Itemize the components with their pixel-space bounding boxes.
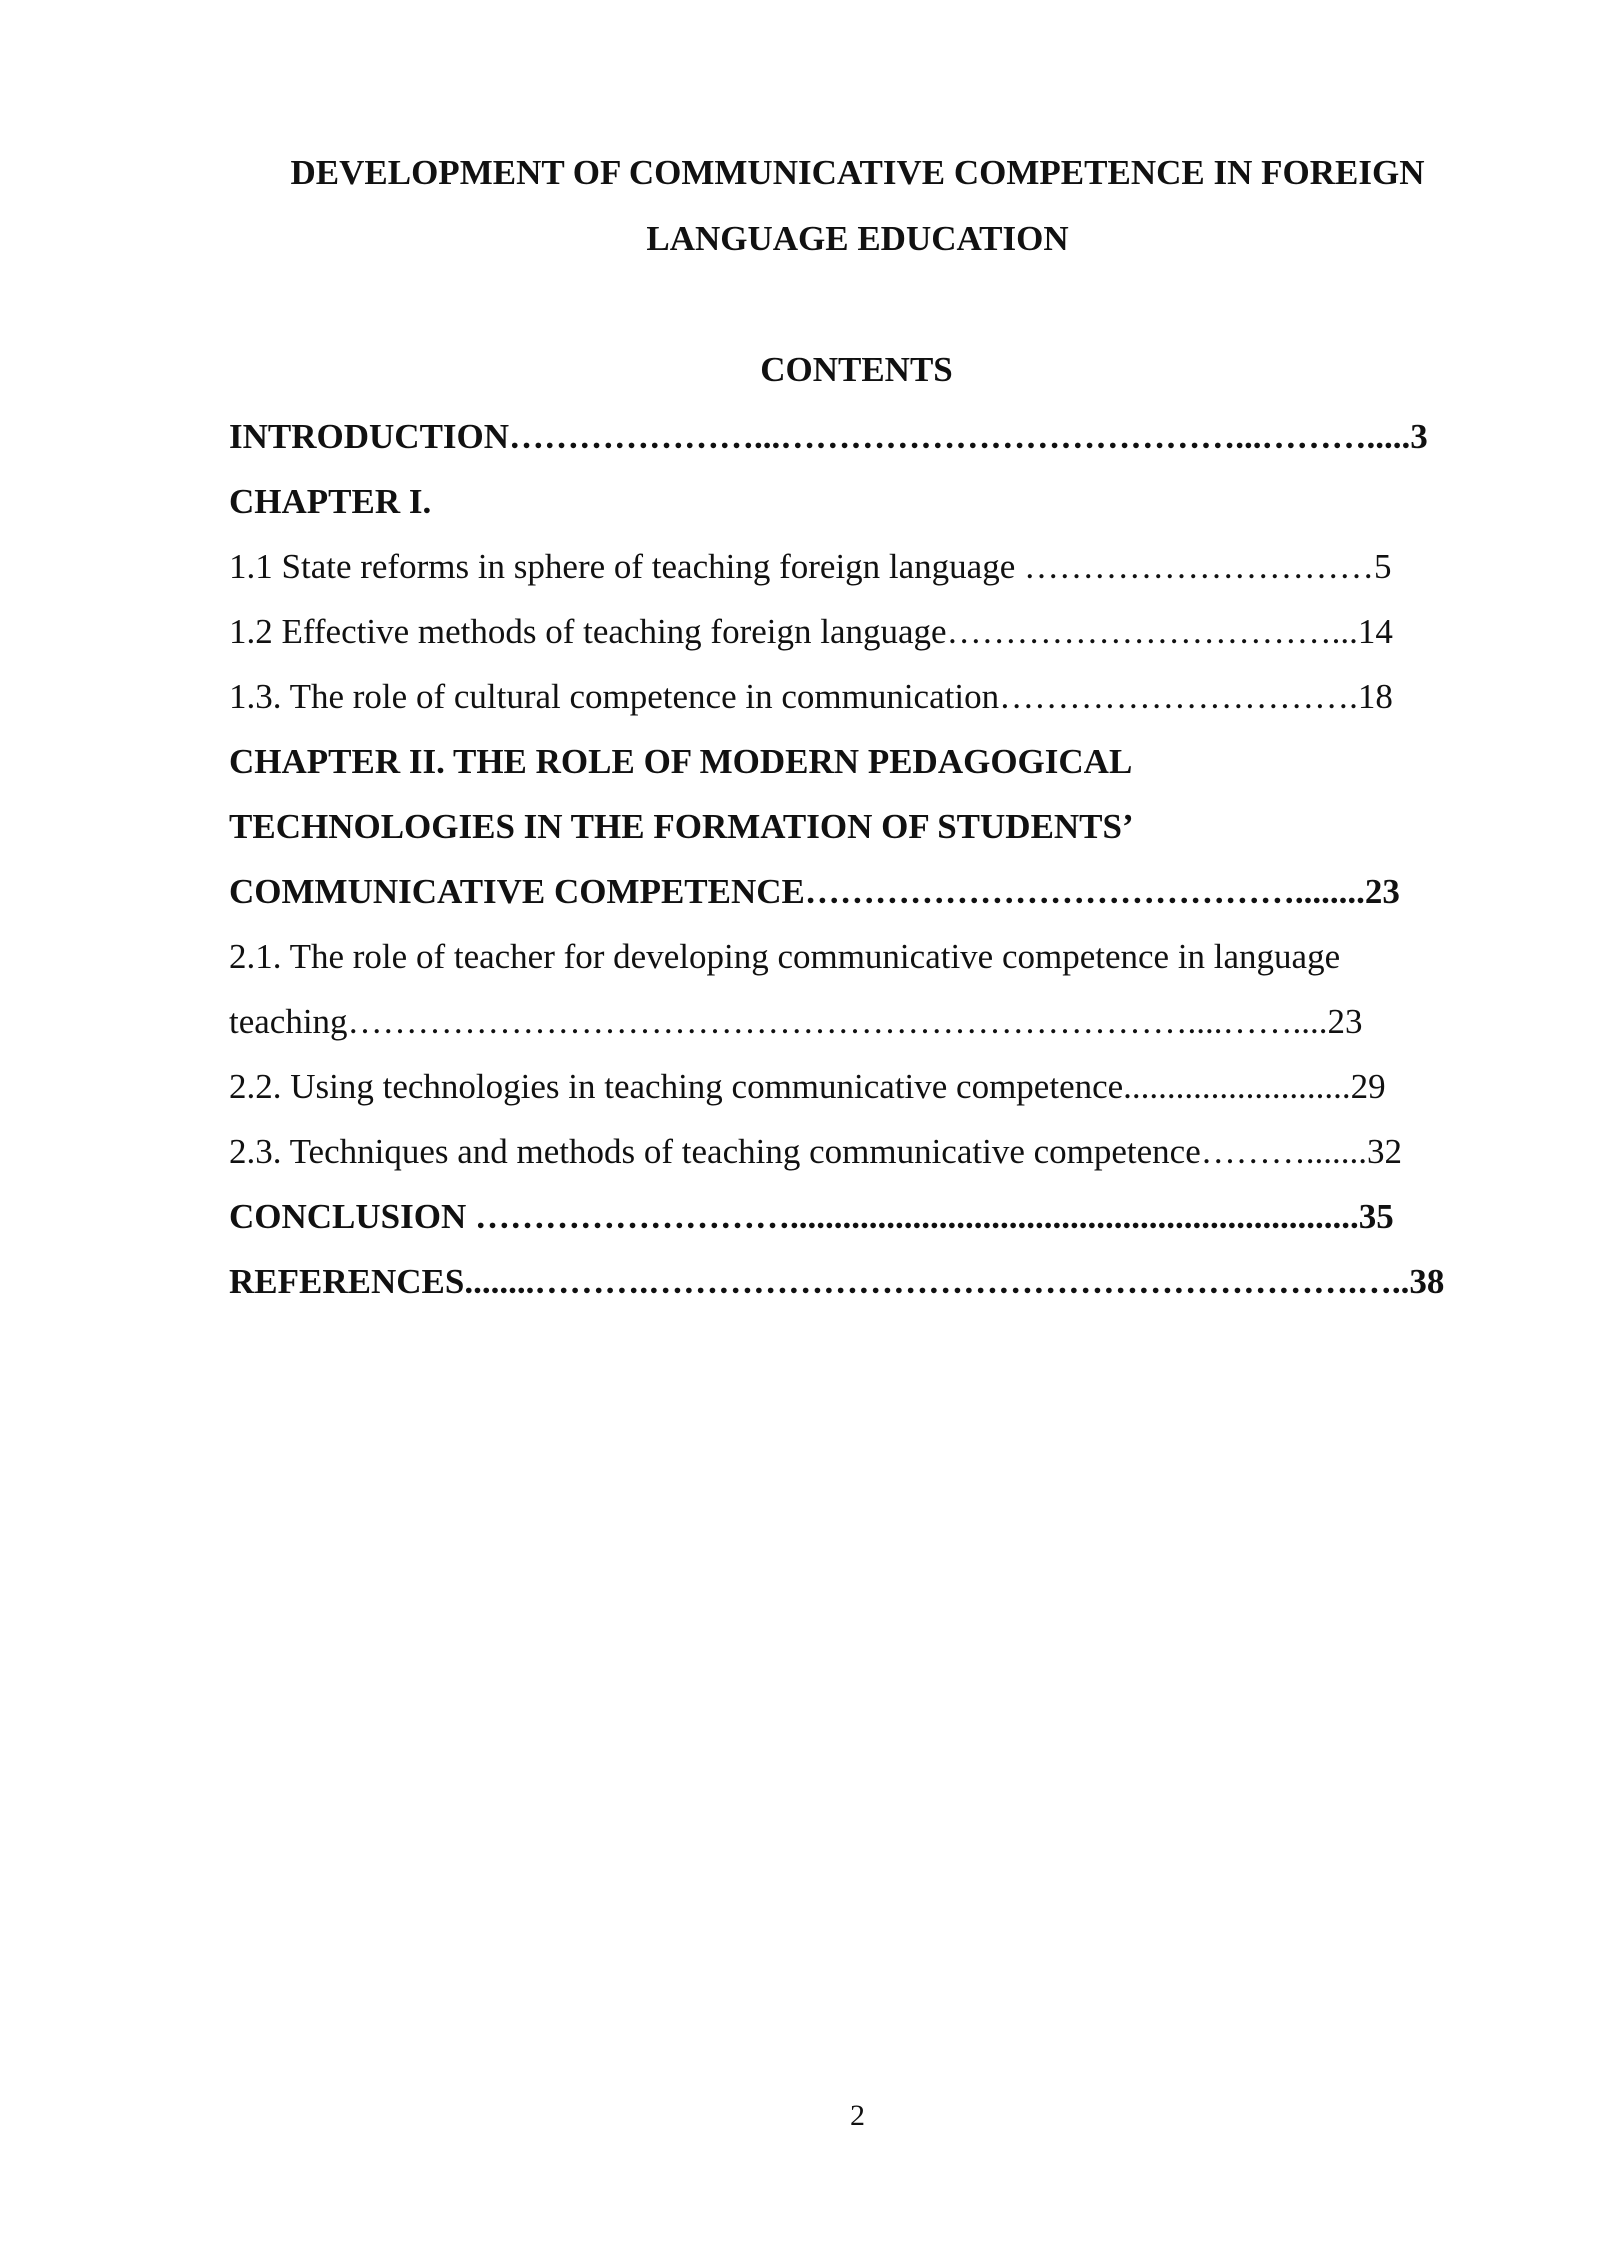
- title-line-1: DEVELOPMENT OF COMMUNICATIVE COMPETENCE IN FOREIGN: [290, 153, 1425, 192]
- toc-entry: COMMUNICATIVE COMPETENCE……………………………………........23: [229, 872, 1400, 911]
- toc-entry: CHAPTER I.: [229, 482, 432, 521]
- toc-entry: 1.3. The role of cultural competence in communication………………………….18: [229, 677, 1393, 716]
- toc-entry: 2.3. Techniques and methods of teaching communicative competence……….......32: [229, 1132, 1402, 1171]
- toc-entry: REFERENCES........……….…………………………………………………….…..38: [229, 1262, 1445, 1301]
- document-title: [200, 140, 1515, 272]
- toc-entry: 1.2 Effective methods of teaching foreign language……………………………...14: [229, 612, 1393, 651]
- toc-entry: INTRODUCTION…………………...…………………………………...……….....3: [229, 417, 1428, 456]
- toc-entry: TECHNOLOGIES IN THE FORMATION OF STUDENTS’: [229, 807, 1134, 846]
- toc-entry: 1.1 State reforms in sphere of teaching foreign language …………………………5: [229, 547, 1392, 586]
- toc-entry: teaching………………………………………………………………....……....23: [229, 1002, 1363, 1041]
- toc-entry: 2.2. Using technologies in teaching communicative competence..........................29: [229, 1067, 1386, 1106]
- toc-entry: 2.1. The role of teacher for developing communicative competence in language: [229, 937, 1341, 976]
- page-number: 2: [850, 2099, 865, 2132]
- title-line-2: LANGUAGE EDUCATION: [646, 219, 1069, 258]
- toc-entry: CHAPTER II. THE ROLE OF MODERN PEDAGOGICAL: [229, 742, 1133, 781]
- toc-entry: CONCLUSION ……………………….................................................................35: [229, 1197, 1394, 1236]
- table-of-contents: [229, 404, 1494, 1314]
- contents-heading: CONTENTS: [760, 350, 953, 389]
